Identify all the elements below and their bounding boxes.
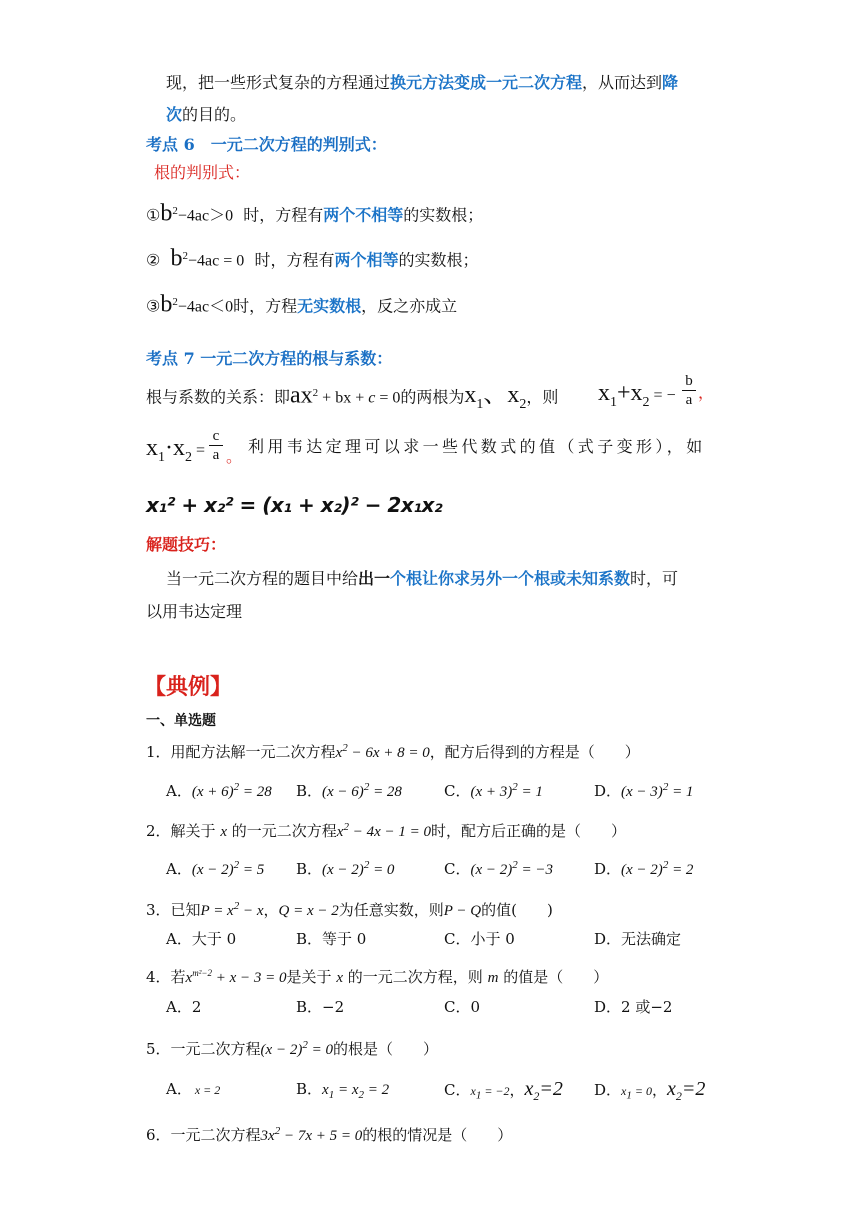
rule-highlight: 两个不相等 xyxy=(323,205,404,225)
kp7-text: ，则 xyxy=(526,387,559,407)
kp7-text: 的两根为 xyxy=(400,387,465,407)
circled-number-2: ② xyxy=(146,250,161,270)
question-math: Q = x − 2 xyxy=(278,903,339,919)
math-equals-neg: = − xyxy=(649,387,676,404)
option-label: A． xyxy=(166,782,192,800)
q2-option-c[interactable] xyxy=(444,854,553,881)
q2-option-b[interactable] xyxy=(296,854,394,881)
q1-option-b[interactable] xyxy=(296,776,402,803)
option-label: B． xyxy=(296,782,323,800)
q4-option-b[interactable]: B．−2 xyxy=(296,998,345,1016)
option-math: $x_1 = 0$ xyxy=(621,1084,652,1102)
question-text: ，配方后得到的方程是（ ） xyxy=(429,743,640,761)
math-relation: −4ac = 0 xyxy=(188,252,245,270)
rule-text: ，反之亦成立 xyxy=(361,296,458,316)
kp7-sum-formula xyxy=(598,382,676,414)
section-heading: 一、单选题 xyxy=(146,713,216,729)
question-text: 的一元二次方程，则 xyxy=(347,968,483,986)
question-6-stem xyxy=(146,1120,512,1147)
kp6-subtitle: 根的判别式： xyxy=(154,163,251,182)
option-math: $(x - 2)^2 = 2$ xyxy=(621,859,694,878)
q2-option-d[interactable] xyxy=(594,854,693,881)
question-text: 5．一元二次方程 xyxy=(146,1040,261,1058)
fraction-numerator: c xyxy=(212,428,220,444)
question-math: P − Q xyxy=(443,903,482,919)
question-2-stem xyxy=(146,816,626,843)
option-label: C． xyxy=(444,1081,471,1099)
kp6-rule-1 xyxy=(146,200,483,227)
math-roots: $x_1$、$x_2$ xyxy=(464,382,527,413)
question-3-stem xyxy=(146,895,553,922)
q4-option-c[interactable]: C．0 xyxy=(444,998,481,1016)
kp6-title: 考点 6 一元二次方程的判别式： xyxy=(146,135,387,154)
intro-highlight: 次 xyxy=(166,105,183,124)
q5-option-c[interactable]: C．$x_1 = -2$，$x_2=2$ xyxy=(444,1078,563,1103)
fraction-c-over-a xyxy=(209,427,223,464)
intro-text: ，从而达到 xyxy=(582,73,663,92)
q1-option-a[interactable] xyxy=(166,776,272,803)
question-variable: m xyxy=(487,970,499,986)
question-text: 3．已知 xyxy=(146,901,201,919)
option-math: $x_2=2$ xyxy=(524,1078,563,1103)
question-text: 为任意实数，则 xyxy=(338,901,444,919)
option-label: C． xyxy=(444,860,471,878)
question-text: 的根的情况是（ ） xyxy=(362,1126,513,1144)
tips-text: 当一元二次方程的题目中给 xyxy=(166,569,359,588)
q3-option-a[interactable]: A．大于 0 xyxy=(166,930,237,948)
option-math: $(x + 6)^2 = 28$ xyxy=(191,781,272,800)
intro-highlight: 换元方法变成一元二次方程 xyxy=(390,73,583,92)
option-label: A． xyxy=(166,1080,192,1098)
question-text: 1．用配方法解一元二次方程 xyxy=(146,743,336,761)
math-equation: + bx + c = 0 xyxy=(318,389,401,407)
question-1-stem xyxy=(146,737,640,764)
q1-option-c[interactable] xyxy=(444,776,543,803)
kp6-rule-2 xyxy=(146,245,478,272)
question-text: 4．若 xyxy=(146,968,186,986)
rule-text: 的实数根； xyxy=(398,250,479,270)
math-sum: $x_1+x_2$ xyxy=(598,380,650,410)
rule-highlight: 无实数根 xyxy=(297,296,362,316)
question-text: ， xyxy=(263,901,279,919)
q1-option-d[interactable] xyxy=(594,776,693,803)
tips-highlight: 个根让你求另外一个根或未知系数 xyxy=(390,569,631,588)
q5-option-b[interactable] xyxy=(296,1078,389,1106)
question-5-stem xyxy=(146,1034,438,1061)
circled-number-1: ① xyxy=(146,205,161,225)
option-label: C． xyxy=(444,782,471,800)
option-math: $x_2=2$ xyxy=(666,1078,706,1103)
option-math: $x_1 = x_2 = 2$ xyxy=(322,1082,390,1101)
tips-line-1 xyxy=(166,568,678,590)
math-exponent: 2 xyxy=(182,250,189,262)
math-equals: = xyxy=(192,442,206,459)
fraction-denominator: a xyxy=(682,390,696,409)
intro-text: 的目的。 xyxy=(182,105,247,124)
intro-line-1 xyxy=(166,72,678,94)
option-label: D． xyxy=(594,1081,622,1099)
option-math: x = 2 xyxy=(191,1083,221,1097)
example-heading: 【典例】 xyxy=(144,674,233,700)
option-math: $x_1 = -2$ xyxy=(470,1084,510,1102)
rule-text: 的实数根； xyxy=(403,205,484,225)
option-math: $(x - 6)^2 = 28$ xyxy=(322,781,402,800)
question-equation: $x^{m^2-2} + x - 3 = 0$ xyxy=(185,968,287,986)
math-relation: −4ac＞0 xyxy=(177,207,234,225)
q3-option-b[interactable]: B．等于 0 xyxy=(296,930,367,948)
q5-option-a[interactable] xyxy=(166,1078,220,1101)
math-b: b xyxy=(170,245,183,272)
math-product: $x_1\cdot x_2$ xyxy=(146,435,192,465)
intro-highlight: 降 xyxy=(662,73,679,92)
math-exponent: 2 xyxy=(312,387,319,399)
option-label: B． xyxy=(296,860,323,878)
kp7-product-formula xyxy=(146,437,205,469)
option-label: D． xyxy=(594,782,622,800)
option-math: $(x - 3)^2 = 1$ xyxy=(621,781,694,800)
q4-option-d[interactable]: D．2 或−2 xyxy=(594,998,673,1016)
math-exponent: 2 xyxy=(172,205,178,217)
rule-highlight: 两个相等 xyxy=(334,250,399,270)
kp7-text: 根与系数的关系：即 xyxy=(146,387,291,407)
option-label: B． xyxy=(296,1080,323,1098)
question-equation: $(x - 2)^2 = 0$ xyxy=(260,1039,333,1058)
question-text: 时，配方后正确的是（ ） xyxy=(431,822,627,840)
question-math: $P = x^2 - x$ xyxy=(200,900,264,919)
kp6-rule-3 xyxy=(146,291,457,318)
question-4-stem xyxy=(146,962,608,989)
math-relation: −4ac＜0 xyxy=(177,298,234,316)
question-text: 的一元二次方程 xyxy=(231,822,337,840)
question-equation: $x^2 - 4x - 1 = 0$ xyxy=(336,821,431,840)
rule-text: 时，方程 xyxy=(233,296,298,316)
math-b: b xyxy=(160,291,173,318)
fraction-denominator: a xyxy=(209,445,223,464)
tips-line-2: 以用韦达定理 xyxy=(146,602,243,621)
tips-title: 解题技巧： xyxy=(146,535,227,554)
question-text: 6．一元二次方程 xyxy=(146,1126,261,1144)
question-text: 的根是（ ） xyxy=(332,1040,438,1058)
tips-text: 时，可 xyxy=(630,569,679,588)
option-math: $(x - 2)^2 = -3$ xyxy=(470,859,554,878)
q5-option-d[interactable]: D．$x_1 = 0$，$x_2=2$ xyxy=(594,1078,706,1103)
question-equation: $3x^2 - 7x + 5 = 0$ xyxy=(260,1125,363,1144)
fraction-numerator: b xyxy=(685,373,693,389)
kp7-period: 。 xyxy=(226,447,243,466)
question-equation: $x^2 - 6x + 8 = 0$ xyxy=(335,742,430,761)
question-text: 的值( ) xyxy=(481,901,553,919)
vieta-identity: x₁² + x₂² = (x₁ + x₂)² − 2x₁x₂ xyxy=(146,493,443,517)
math-b: b xyxy=(160,200,173,227)
kp7-line-1 xyxy=(146,382,558,416)
kp7-comma: ， xyxy=(698,383,715,402)
kp7-line-2: 利用韦达定理可以求一些代数式的值（式子变形），如 xyxy=(248,437,706,456)
q2-option-a[interactable] xyxy=(166,854,264,881)
option-label: A． xyxy=(166,860,192,878)
option-math: $(x - 2)^2 = 5$ xyxy=(191,859,265,878)
intro-text: 现，把一些形式复杂的方程通过 xyxy=(166,73,391,92)
question-text: 的值是（ ） xyxy=(503,968,609,986)
option-math: $(x - 2)^2 = 0$ xyxy=(322,859,395,878)
rule-text: 时，方程有 xyxy=(254,250,335,270)
fraction-neg-b-over-a xyxy=(682,372,696,409)
q4-option-a[interactable]: A．2 xyxy=(166,998,202,1016)
option-label: D． xyxy=(594,860,622,878)
rule-text: 时，方程有 xyxy=(243,205,324,225)
q3-option-c[interactable]: C．小于 0 xyxy=(444,930,515,948)
math-exponent: 2 xyxy=(172,296,178,308)
option-math: $(x + 3)^2 = 1$ xyxy=(470,781,543,800)
intro-line-2 xyxy=(166,104,246,126)
question-variable: x xyxy=(220,824,227,840)
math-ax: ax xyxy=(290,382,313,409)
circled-number-3: ③ xyxy=(146,296,161,316)
question-text: 2．解关于 xyxy=(146,822,216,840)
question-text: 是关于 xyxy=(286,968,332,986)
tips-text: 出一 xyxy=(358,569,391,588)
question-variable: x xyxy=(336,970,343,986)
q3-option-d[interactable]: D．无法确定 xyxy=(594,930,682,948)
kp7-title: 考点 7 一元二次方程的根与系数： xyxy=(146,349,393,368)
